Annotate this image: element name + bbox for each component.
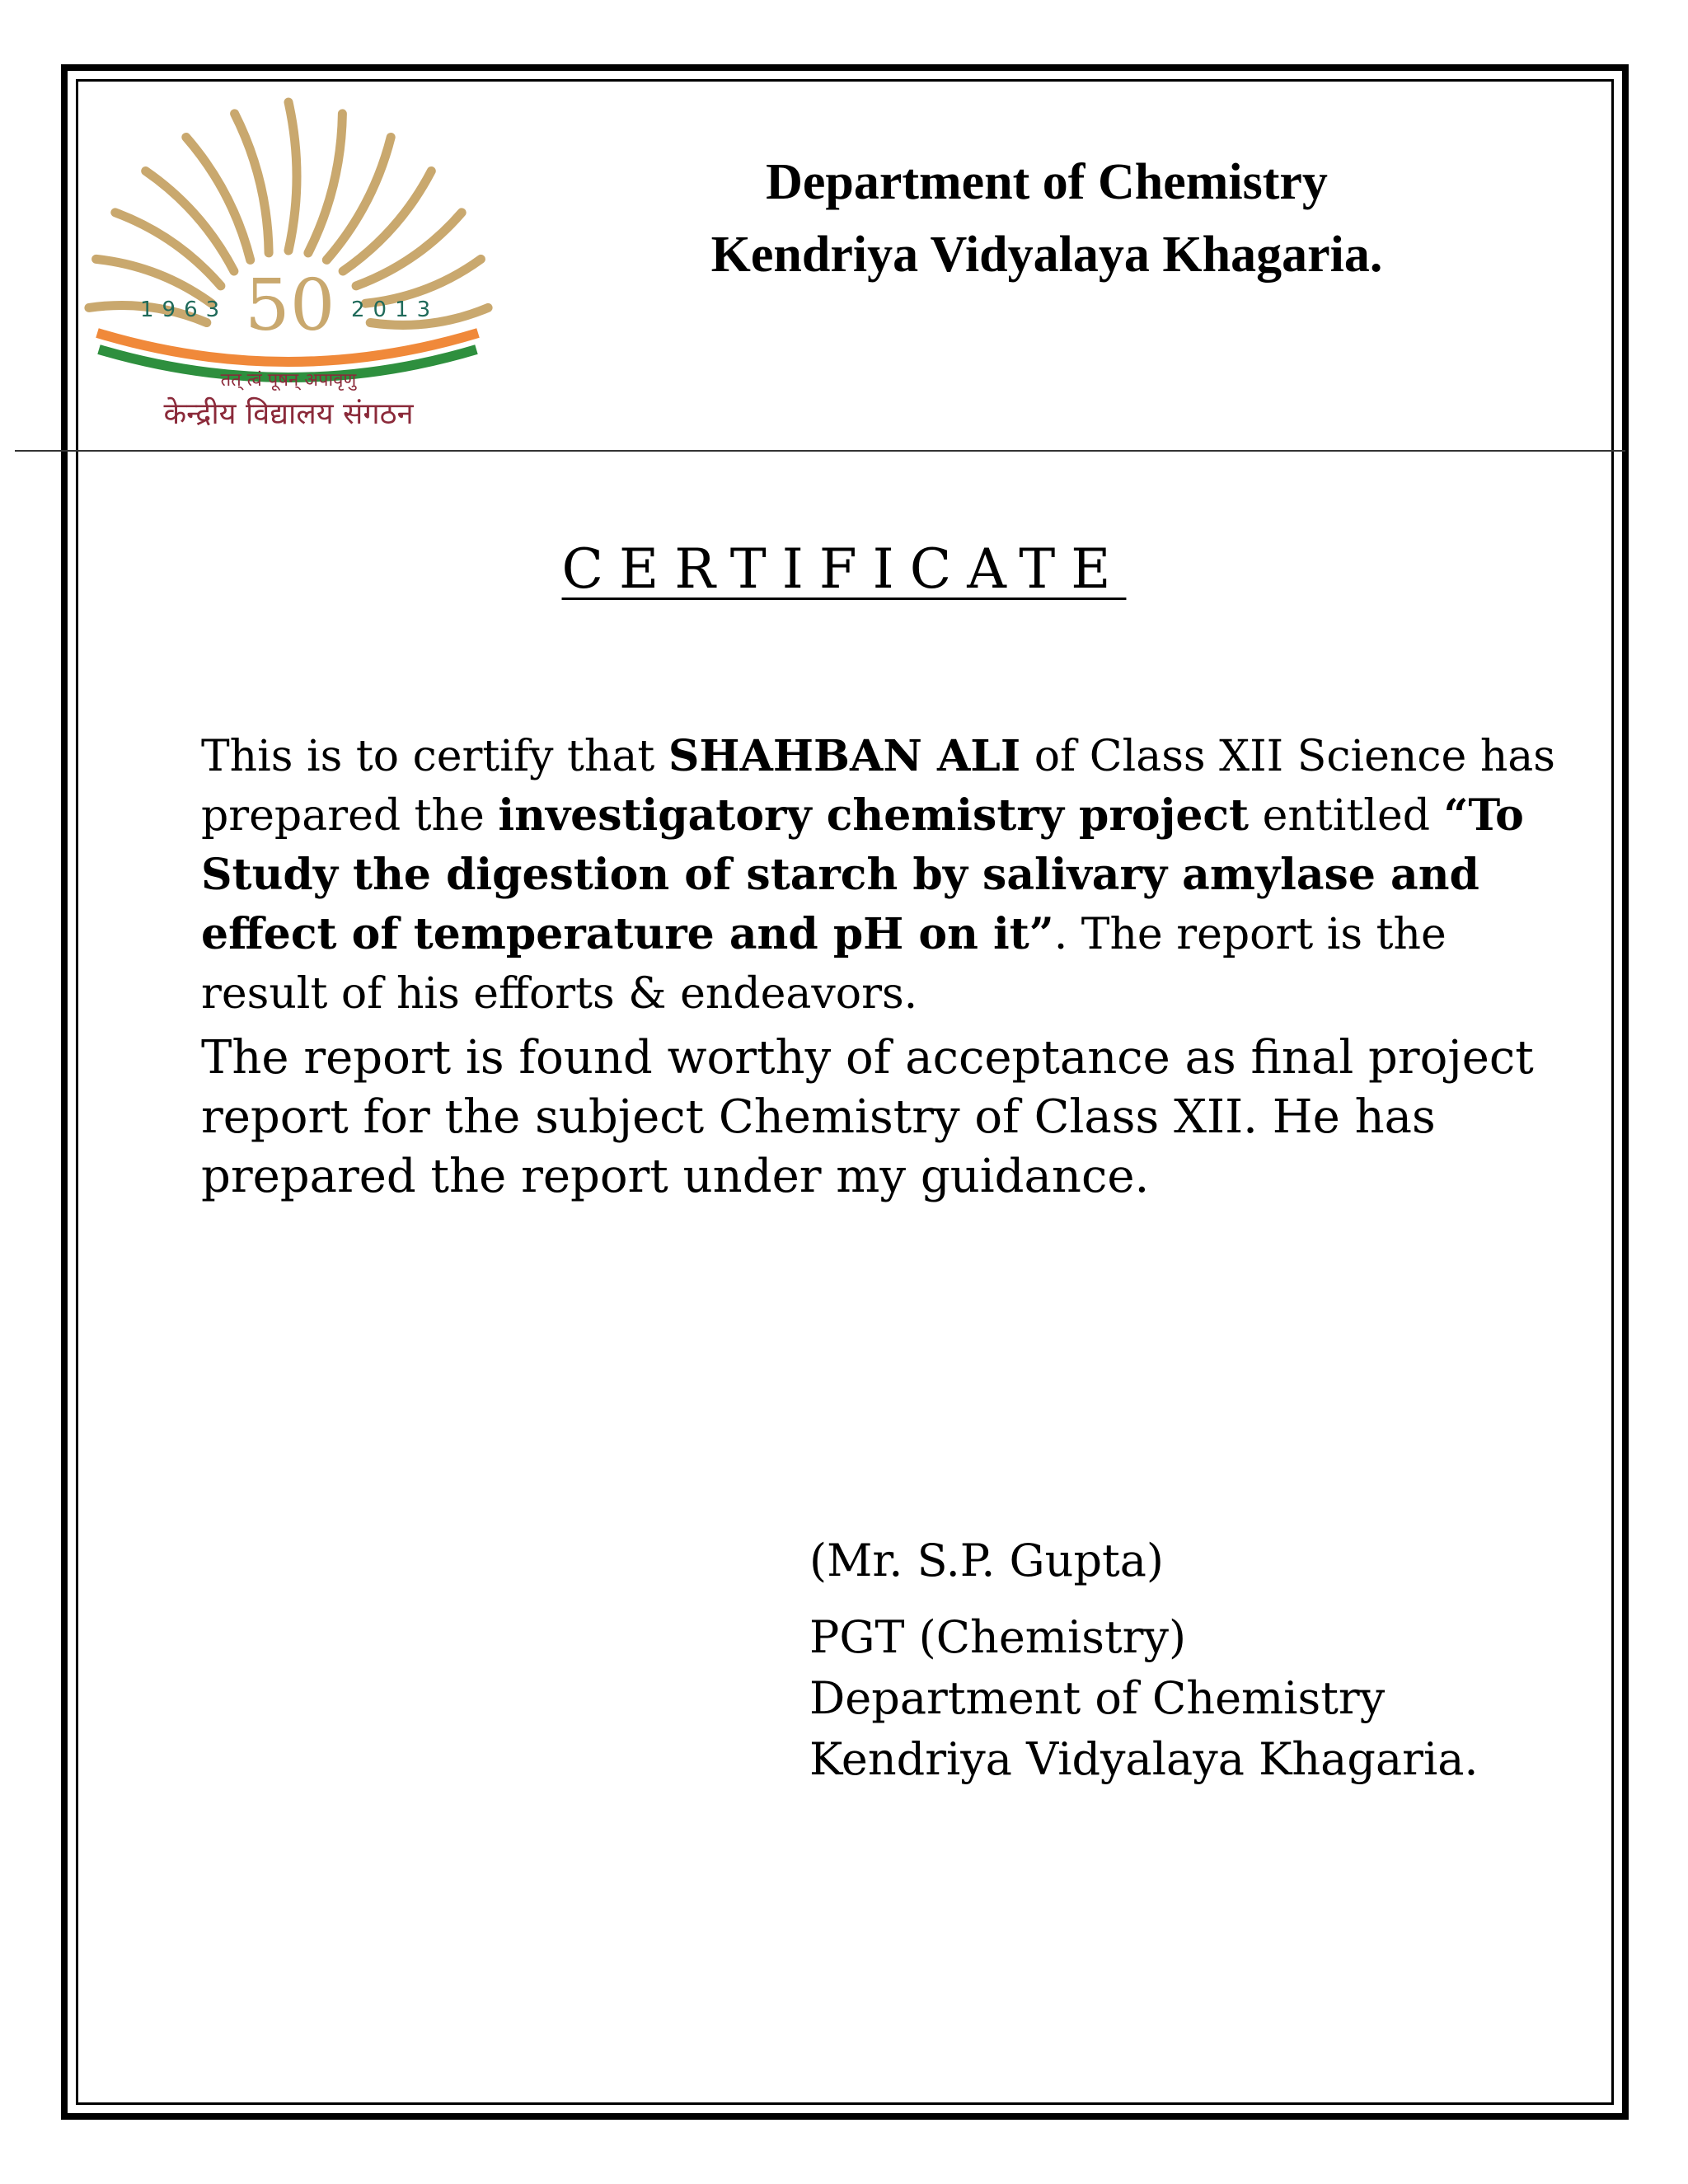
logo-year-start: 1963 — [140, 298, 228, 322]
certificate-heading: CERTIFICATE — [561, 537, 1127, 601]
project-title: “To Study the digestion of starch by salivary amylase and effect of temperature and pH on it” — [201, 790, 1524, 959]
project-type: investigatory chemistry project — [498, 790, 1250, 841]
signature-block — [809, 1531, 1634, 1790]
school-title: Kendriya Vidyalaya Khagaria. — [710, 227, 1383, 283]
certificate-paragraph-2: The report is found worthy of acceptance as final project report for the subject Chemistry of Class XII. He has prepared the report under my guidance. — [201, 1031, 1534, 1203]
body-text-segment: This is to certify that — [201, 732, 668, 781]
department-title: Department of Chemistry — [766, 154, 1328, 210]
student-name: SHAHBAN ALI — [668, 731, 1021, 781]
logo-anniversary-number: 50 — [245, 265, 335, 347]
certificate-paragraph-1 — [201, 727, 1586, 1024]
signatory-department: Department of Chemistry — [809, 1672, 1386, 1724]
sun-ray — [308, 114, 343, 253]
body-text-segment: entitled — [1249, 791, 1444, 841]
header-divider — [15, 450, 1625, 452]
signatory-info — [809, 1607, 1634, 1790]
logo-org-name: केन्द्रीय विद्यालय संगठन — [163, 397, 414, 431]
body-text-segment: of Class XII Science has prepared the — [201, 732, 1555, 841]
sun-ray — [288, 102, 297, 251]
signatory-designation: PGT (Chemistry) — [809, 1611, 1187, 1663]
signatory-school: Kendriya Vidyalaya Khagaria. — [809, 1733, 1479, 1785]
certificate-body — [201, 727, 1586, 1207]
signatory-name: (Mr. S.P. Gupta) — [809, 1535, 1164, 1586]
kvs-logo — [82, 86, 495, 440]
logo-motto: तत् त्वं पूषन् अपावृणु — [220, 370, 357, 391]
body-text-segment: . The report is the result of his efforts & endeavors. — [201, 910, 1447, 1019]
logo-year-end: 2013 — [351, 298, 439, 322]
